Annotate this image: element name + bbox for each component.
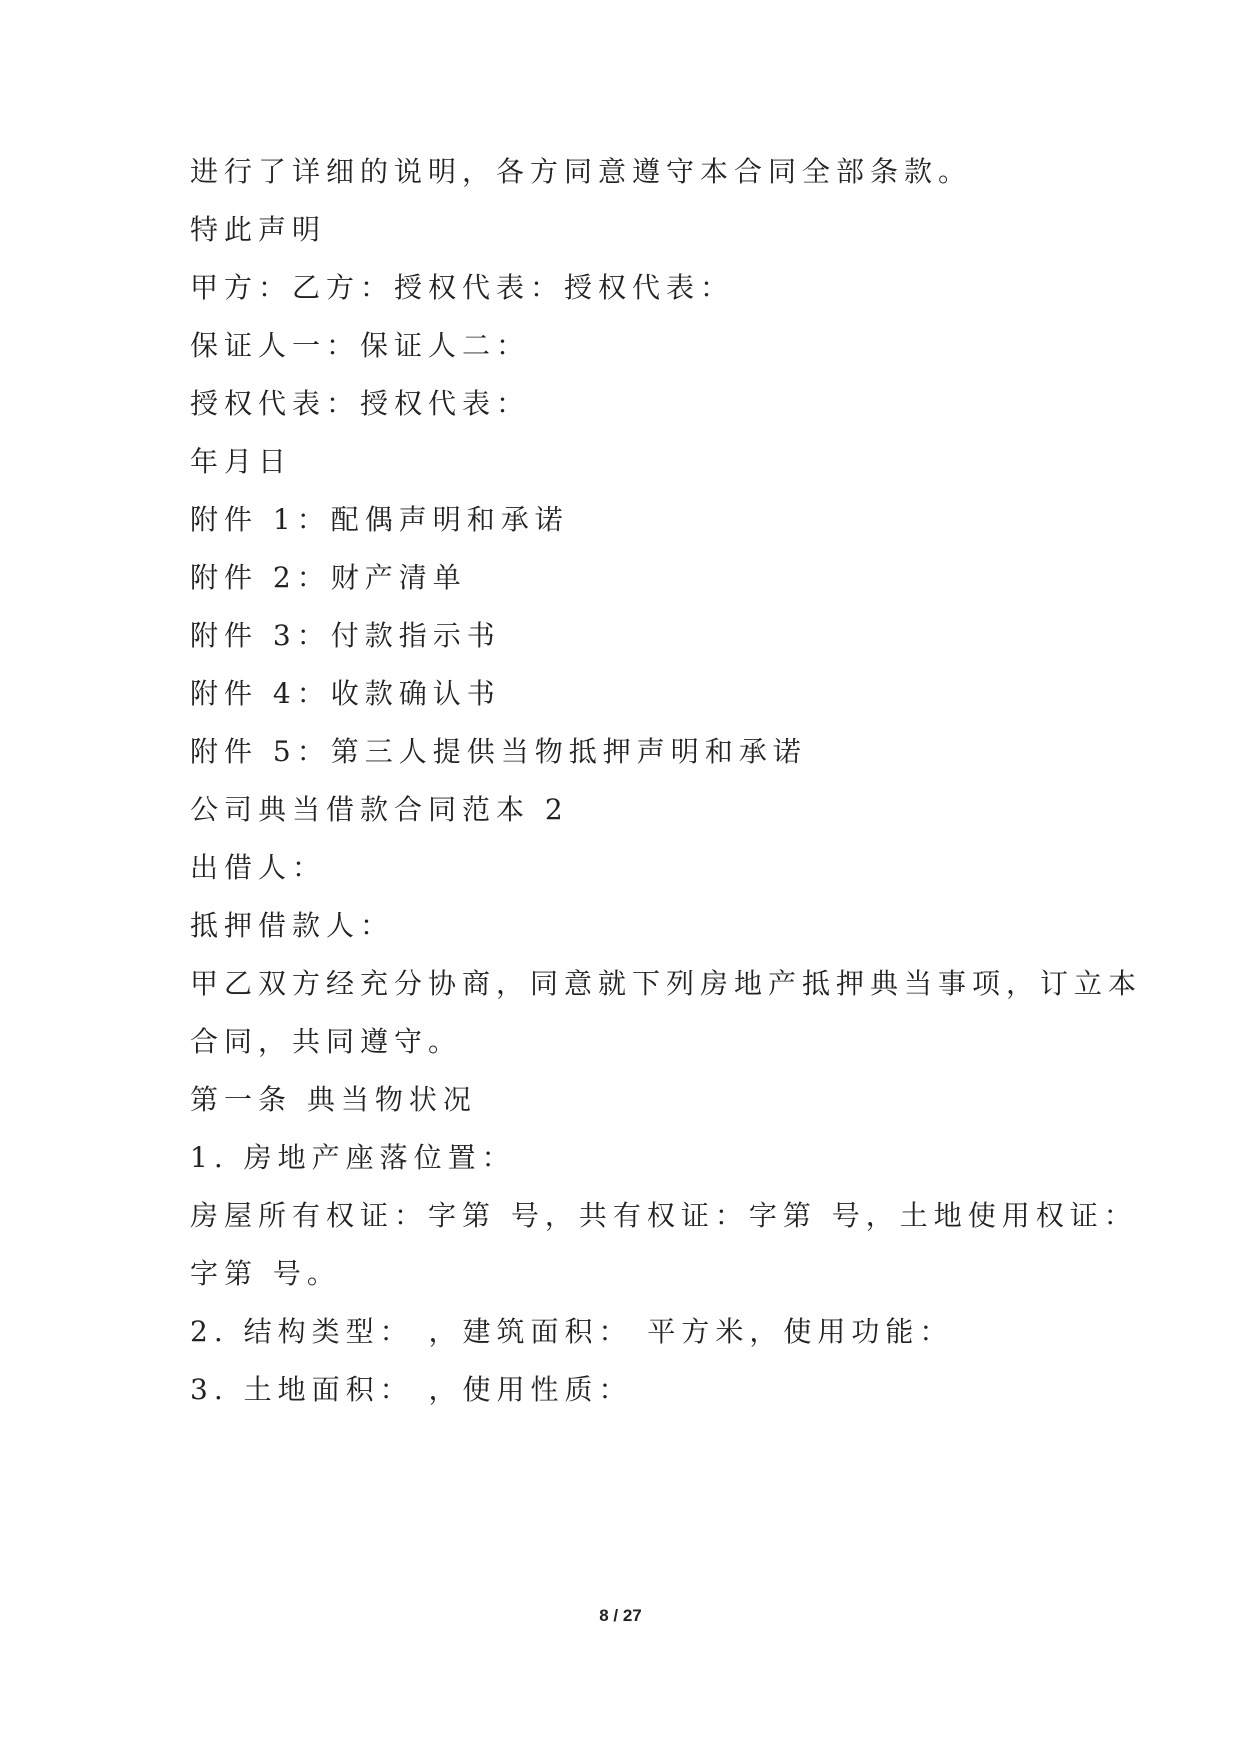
- page-number: 8 / 27: [599, 1606, 642, 1625]
- text-line: 3. 土地面积： ，使用性质：: [190, 1373, 633, 1406]
- text-line: 字第 号。: [190, 1257, 341, 1290]
- section-heading: 公司典当借款合同范本 2: [190, 793, 569, 826]
- text-line: 抵押借款人：: [190, 909, 395, 942]
- text-line: 1. 房地产座落位置：: [190, 1141, 516, 1174]
- text-line: 合同，共同遵守。: [190, 1025, 463, 1058]
- attachment-line: 附件 2：财产清单: [190, 561, 467, 594]
- text-line: 特此声明: [190, 213, 327, 246]
- attachment-line: 附件 4：收款确认书: [190, 677, 501, 710]
- text-line: 甲方：乙方：授权代表：授权代表：: [190, 271, 735, 304]
- text-line: 甲乙双方经充分协商，同意就下列房地产抵押典当事项，订立本: [190, 967, 1143, 1000]
- text-line: 房屋所有权证：字第 号，共有权证：字第 号，土地使用权证：: [190, 1199, 1138, 1232]
- text-line: 2. 结构类型： ，建筑面积： 平方米，使用功能：: [190, 1315, 954, 1348]
- attachment-line: 附件 1：配偶声明和承诺: [190, 503, 569, 536]
- text-line: 保证人一：保证人二：: [190, 329, 531, 362]
- attachment-line: 附件 5：第三人提供当物抵押声明和承诺: [190, 735, 807, 768]
- article-heading: 第一条 典当物状况: [190, 1083, 477, 1116]
- text-line: 授权代表：授权代表：: [190, 387, 531, 420]
- attachment-line: 附件 3：付款指示书: [190, 619, 501, 652]
- text-line: 年月日: [190, 445, 293, 478]
- text-line: 出借人：: [190, 851, 327, 884]
- text-line: 进行了详细的说明，各方同意遵守本合同全部条款。: [190, 155, 973, 188]
